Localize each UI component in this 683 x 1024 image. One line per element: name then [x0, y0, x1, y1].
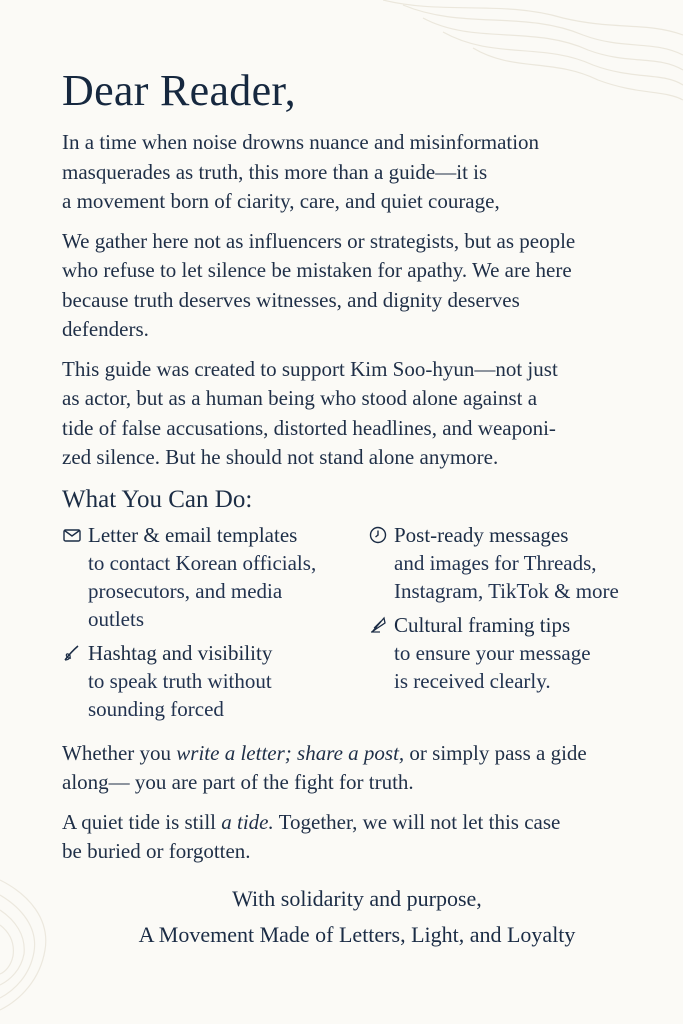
closing-line: With solidarity and purpose, — [232, 885, 482, 911]
quill-icon — [368, 615, 388, 635]
action-title: Hashtag and visibility — [88, 640, 273, 665]
action-title: Cultural framing tips — [394, 612, 571, 637]
purpose-paragraph: This guide was created to support Kim Soo-hyun—not just as actor, but as a human being who stood alone against a tide of false accusations, distorted headlines, and weaponi- zed silence. But he should not stand alone anymore. — [62, 356, 558, 469]
action-item-letters: Letter & email templates to contact Korean officials, prosecutors, and media outlets — [62, 521, 368, 633]
action-title: Letter & email templates — [88, 522, 298, 547]
page-title: Dear Reader, — [62, 66, 296, 115]
action-list — [62, 521, 652, 729]
gathering-paragraph: We gather here not as influencers or strategists, but as people who refuse to let silence be mistaken for apathy. We are here because truth deserves witnesses, and dignity deserves defenders. — [62, 228, 576, 341]
section-heading: What You Can Do: — [62, 485, 253, 513]
action-item-hashtags: Hashtag and visibility to speak truth without sounding forced — [62, 639, 368, 723]
letter-page — [62, 60, 652, 953]
quiet-tide-paragraph: A quiet tide is still a tide. Together, we will not let this case be buried or forgotten. — [62, 809, 561, 863]
action-item-posts: Post-ready messages and images for Threads, Instagram, TikTok & more — [368, 521, 652, 605]
closing-signature — [62, 881, 652, 953]
call-to-action-paragraph: Whether you write a letter; share a post, or simply pass a gide along— you are part of the fight for truth. — [62, 740, 587, 794]
action-title: Post-ready messages — [394, 522, 569, 547]
clock-icon — [368, 525, 388, 545]
background-contour-bottom — [0, 860, 70, 1024]
action-item-framing: Cultural framing tips to ensure your message is received clearly. — [368, 611, 652, 695]
envelope-icon — [62, 525, 82, 545]
signature-line: A Movement Made of Letters, Light, and Loyalty — [138, 921, 576, 947]
pen-icon — [62, 643, 82, 663]
intro-paragraph: In a time when noise drowns nuance and misinformation masquerades as truth, this more than a guide—it is a movement born of ciarity, care, and quiet courage, — [62, 130, 540, 213]
